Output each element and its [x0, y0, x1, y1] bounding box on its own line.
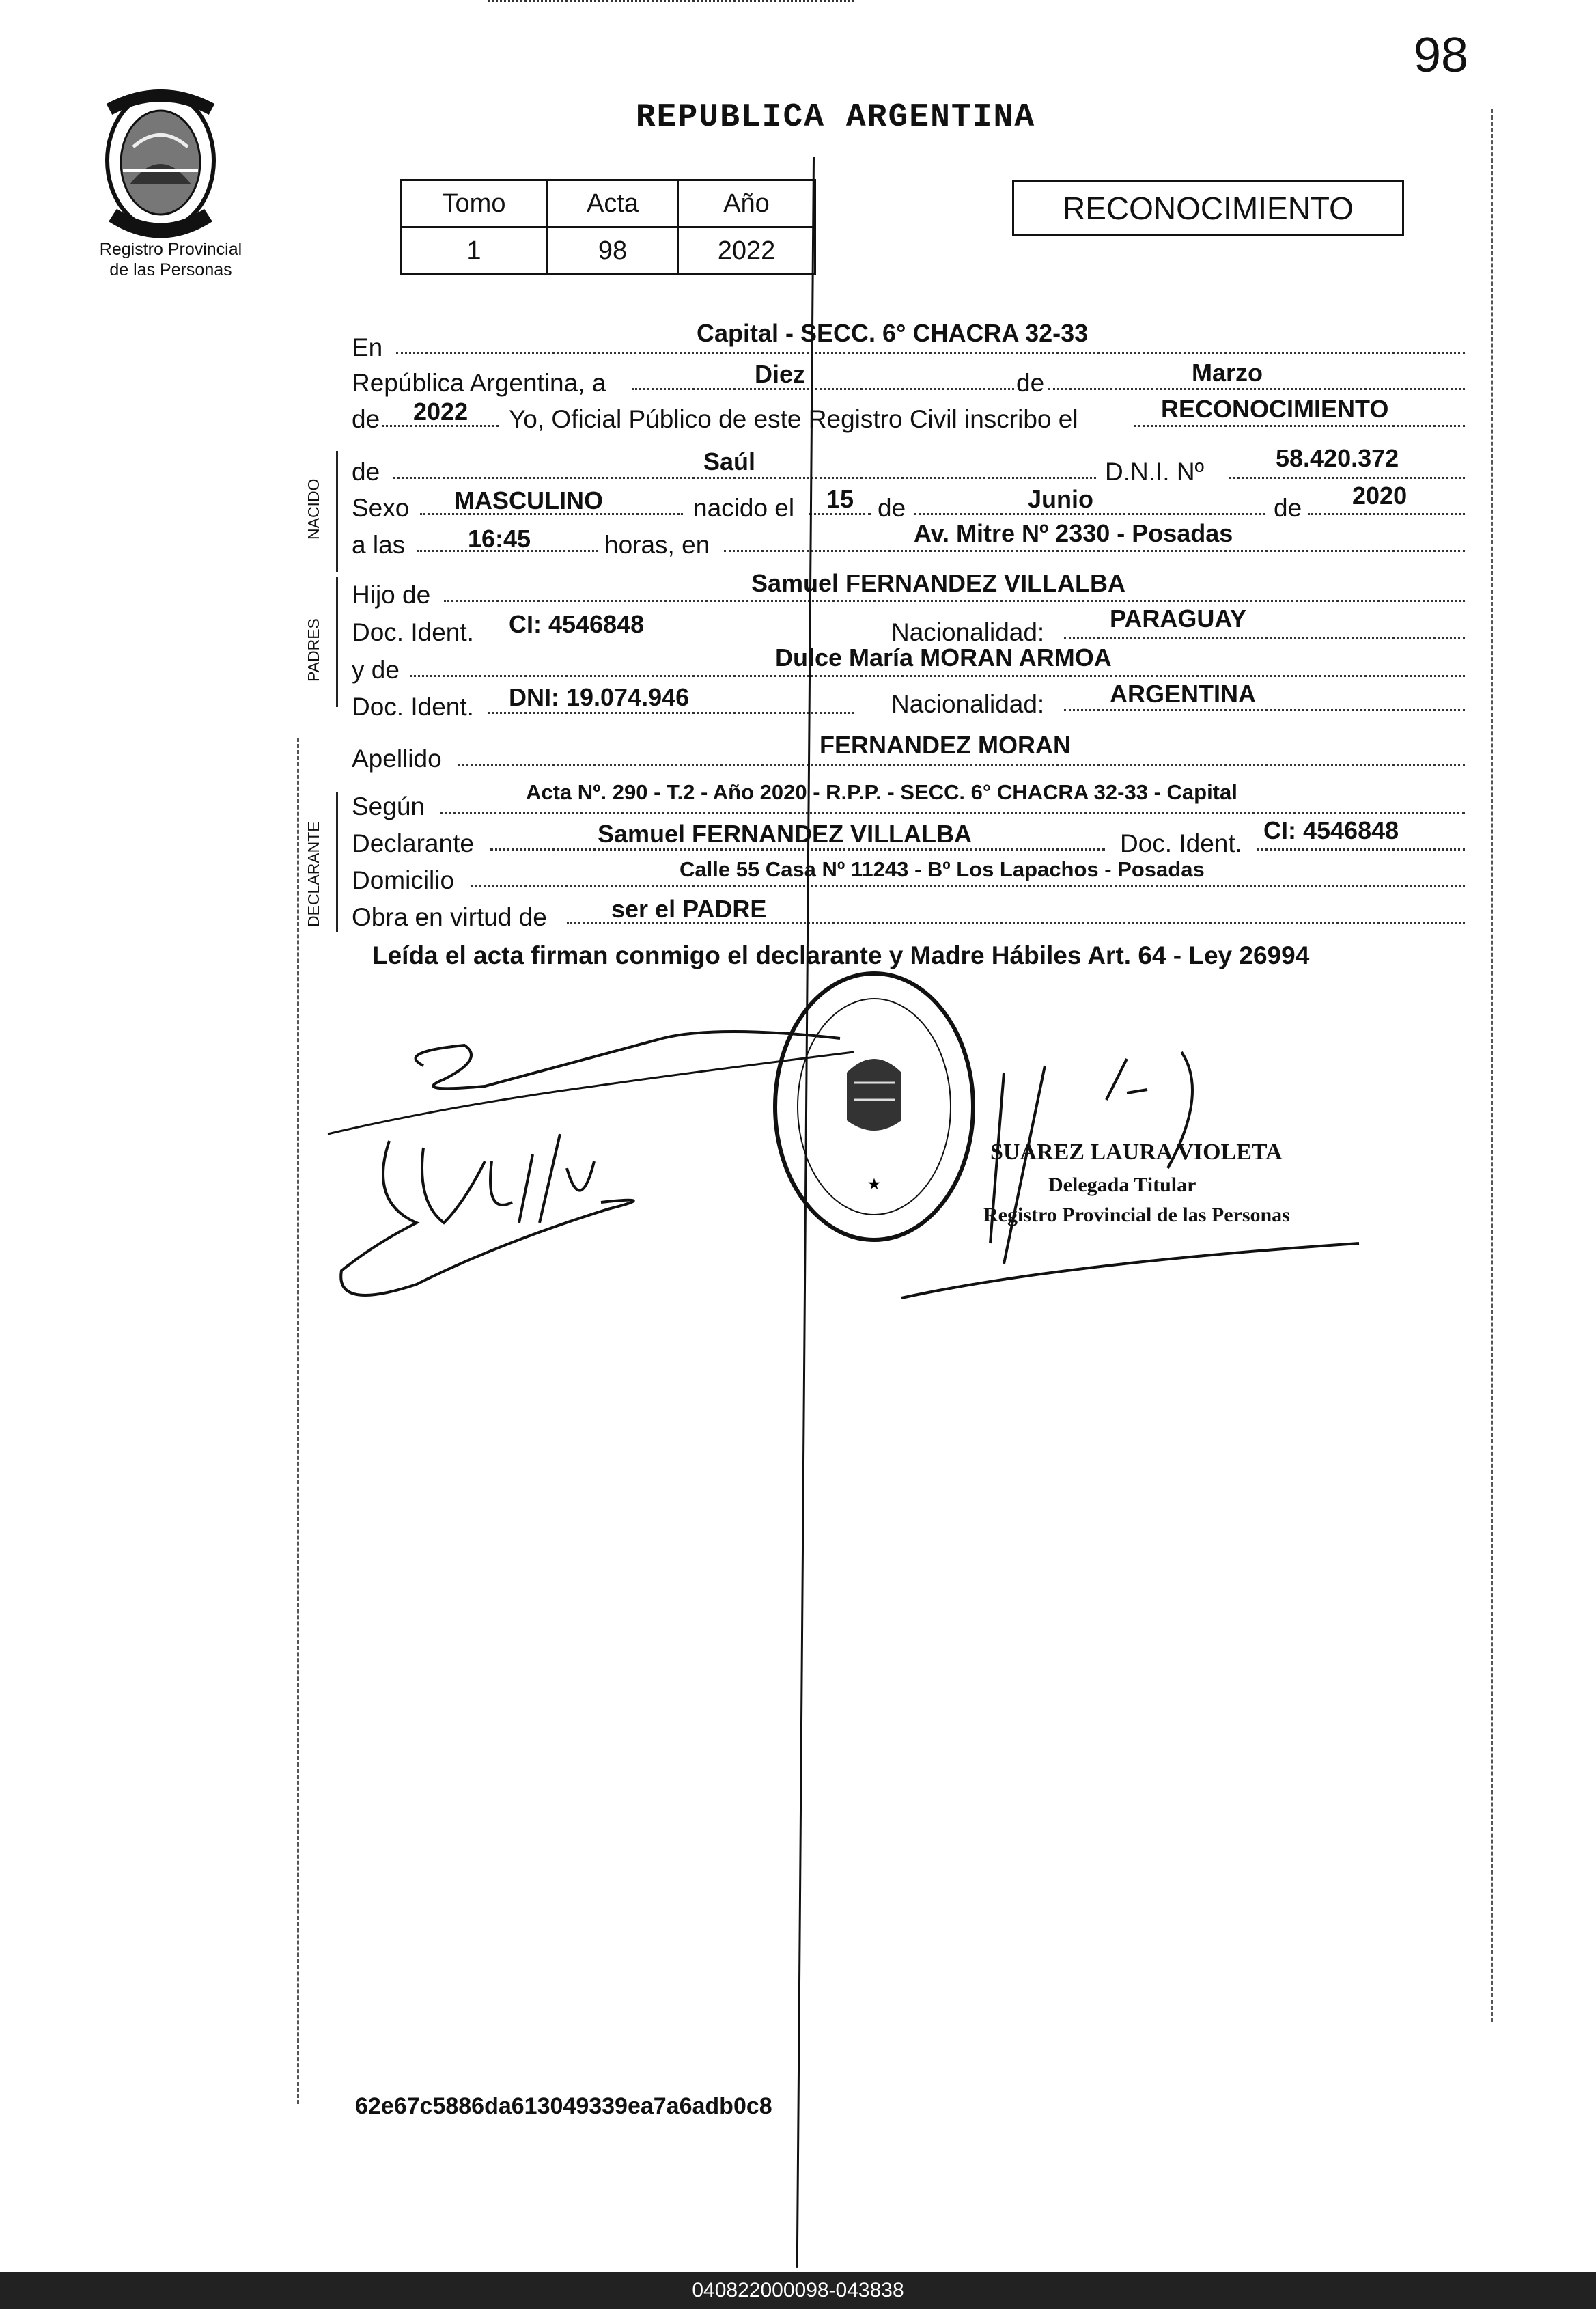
- dots-declarante: [490, 848, 1105, 851]
- label-y-de: y de: [352, 656, 400, 684]
- value-madre-nac: ARGENTINA: [1110, 680, 1256, 708]
- label-hijo-de: Hijo de: [352, 581, 431, 609]
- value-nombre: Saúl: [703, 447, 756, 475]
- value-dni: 58.420.372: [1276, 444, 1399, 472]
- document-hash: 62e67c5886da613049339ea7a6adb0c8: [355, 2093, 772, 2119]
- anio-value: 2022: [678, 227, 815, 275]
- side-label-nacido: NACIDO: [305, 478, 322, 540]
- value-mes: Marzo: [1192, 359, 1263, 387]
- label-dni: D.N.I. Nº: [1105, 458, 1205, 486]
- value-madre-doc: DNI: 19.074.946: [509, 683, 690, 711]
- value-apellido: FERNANDEZ MORAN: [820, 731, 1071, 759]
- value-declarante-doc: CI: 4546848: [1263, 816, 1399, 844]
- value-dia: Diez: [755, 360, 806, 388]
- label-de-nombre: de: [352, 458, 380, 486]
- dots-en: [396, 352, 1465, 354]
- dots-padre: [444, 600, 1465, 602]
- declarante-bar: [336, 792, 338, 932]
- value-nac-anio: 2020: [1352, 482, 1408, 510]
- label-sexo: Sexo: [352, 494, 410, 522]
- value-obra: ser el PADRE: [611, 895, 767, 923]
- logo-caption-line1: Registro Provincial: [99, 240, 242, 259]
- side-label-padres: PADRES: [305, 618, 322, 682]
- acta-label: Acta: [548, 180, 678, 227]
- side-label-declarante: DECLARANTE: [305, 821, 322, 927]
- label-republica: República Argentina, a: [352, 369, 606, 397]
- dots-madre: [410, 675, 1465, 677]
- dots-mes: [1048, 388, 1465, 390]
- document-type-box: RECONOCIMIENTO: [1012, 180, 1404, 236]
- label-de-anio: de: [352, 405, 380, 433]
- dots-segun: [440, 812, 1465, 814]
- label-segun: Según: [352, 792, 425, 820]
- svg-text:★: ★: [868, 1177, 880, 1192]
- official-role: Delegada Titular: [1048, 1174, 1196, 1196]
- value-acto: RECONOCIMIENTO: [1161, 395, 1389, 423]
- label-yo: Yo, Oficial Público de este Registro Civil inscribo el: [509, 405, 1078, 433]
- closing-statement: Leída el acta firman conmigo el declarante y Madre Hábiles Art. 64 - Ley 26994: [372, 941, 1310, 969]
- label-doc-madre: Doc. Ident.: [352, 693, 474, 721]
- tomo-value: 1: [401, 227, 548, 275]
- nacido-bar: [336, 451, 338, 572]
- official-name: SUAREZ LAURA VIOLETA: [990, 1139, 1283, 1165]
- dots-dia: [632, 388, 1014, 390]
- dots-madre-nac: [1064, 709, 1465, 711]
- dots-padre-doc: [488, 0, 854, 2]
- logo-caption-line2: de las Personas: [109, 260, 232, 279]
- value-nac-mes: Junio: [1028, 485, 1093, 513]
- dots-declarante-doc: [1257, 848, 1465, 851]
- label-doc-padre: Doc. Ident.: [352, 618, 474, 646]
- label-a-las: a las: [352, 531, 406, 559]
- dots-nac-anio: [1308, 513, 1465, 515]
- acta-value: 98: [548, 227, 678, 275]
- label-declarante-doc: Doc. Ident.: [1120, 829, 1242, 857]
- label-horas-en: horas, en: [604, 531, 710, 559]
- label-nac-madre: Nacionalidad:: [891, 690, 1045, 718]
- dots-domicilio: [471, 885, 1465, 887]
- left-margin-mark: [297, 738, 299, 2104]
- dots-nombre: [393, 477, 1096, 479]
- padres-bar: [336, 577, 338, 707]
- value-lugar: Capital - SECC. 6° CHACRA 32-33: [697, 319, 1089, 347]
- right-margin-mark: [1491, 109, 1493, 2022]
- label-obra: Obra en virtud de: [352, 903, 547, 931]
- logo-caption: [82, 239, 260, 280]
- label-domicilio: Domicilio: [352, 866, 455, 894]
- dots-apellido: [458, 764, 1465, 766]
- value-domicilio: Calle 55 Casa Nº 11243 - Bº Los Lapachos - Posadas: [680, 857, 1205, 881]
- official-seal: [765, 963, 983, 1254]
- label-nacido-el: nacido el: [693, 494, 795, 522]
- dots-padre-nac: [1064, 637, 1465, 639]
- tomo-label: Tomo: [401, 180, 548, 227]
- label-nac-padre: Nacionalidad:: [891, 618, 1045, 646]
- value-segun: Acta Nº. 290 - T.2 - Año 2020 - R.P.P. - SECC. 6° CHACRA 32-33 - Capital: [526, 780, 1237, 804]
- value-sexo: MASCULINO: [454, 486, 603, 514]
- value-padre-doc: CI: 4546848: [509, 610, 645, 638]
- dots-lugar-nac: [724, 550, 1465, 552]
- country-heading: REPUBLICA ARGENTINA: [635, 99, 1036, 136]
- value-padre-nac: PARAGUAY: [1110, 605, 1247, 633]
- dots-acto: [1134, 425, 1465, 427]
- dots-dni: [1229, 477, 1465, 479]
- value-madre: Dulce María MORAN ARMOA: [775, 644, 1112, 672]
- label-apellido: Apellido: [352, 745, 442, 773]
- label-declarante: Declarante: [352, 829, 474, 857]
- value-anio: 2022: [413, 398, 468, 426]
- value-lugar-nac: Av. Mitre Nº 2330 - Posadas: [914, 519, 1233, 547]
- value-declarante: Samuel FERNANDEZ VILLALBA: [598, 820, 972, 848]
- label-en: En: [352, 333, 383, 361]
- value-hora: 16:45: [468, 525, 531, 553]
- page-number: 98: [1414, 28, 1469, 83]
- official-org: Registro Provincial de las Personas: [983, 1204, 1290, 1226]
- footer-code-bar: [0, 2272, 1596, 2309]
- footer-code: 040822000098-043838: [692, 2279, 904, 2301]
- value-padre: Samuel FERNANDEZ VILLALBA: [751, 569, 1126, 597]
- value-nac-dia: 15: [826, 485, 854, 513]
- label-de-nac-anio: de: [1274, 494, 1302, 522]
- registry-table: [400, 179, 816, 275]
- label-de-mes: de: [1016, 369, 1045, 397]
- label-de-nac-mes: de: [878, 494, 906, 522]
- dots-madre-doc: [488, 712, 854, 714]
- anio-label: Año: [678, 180, 815, 227]
